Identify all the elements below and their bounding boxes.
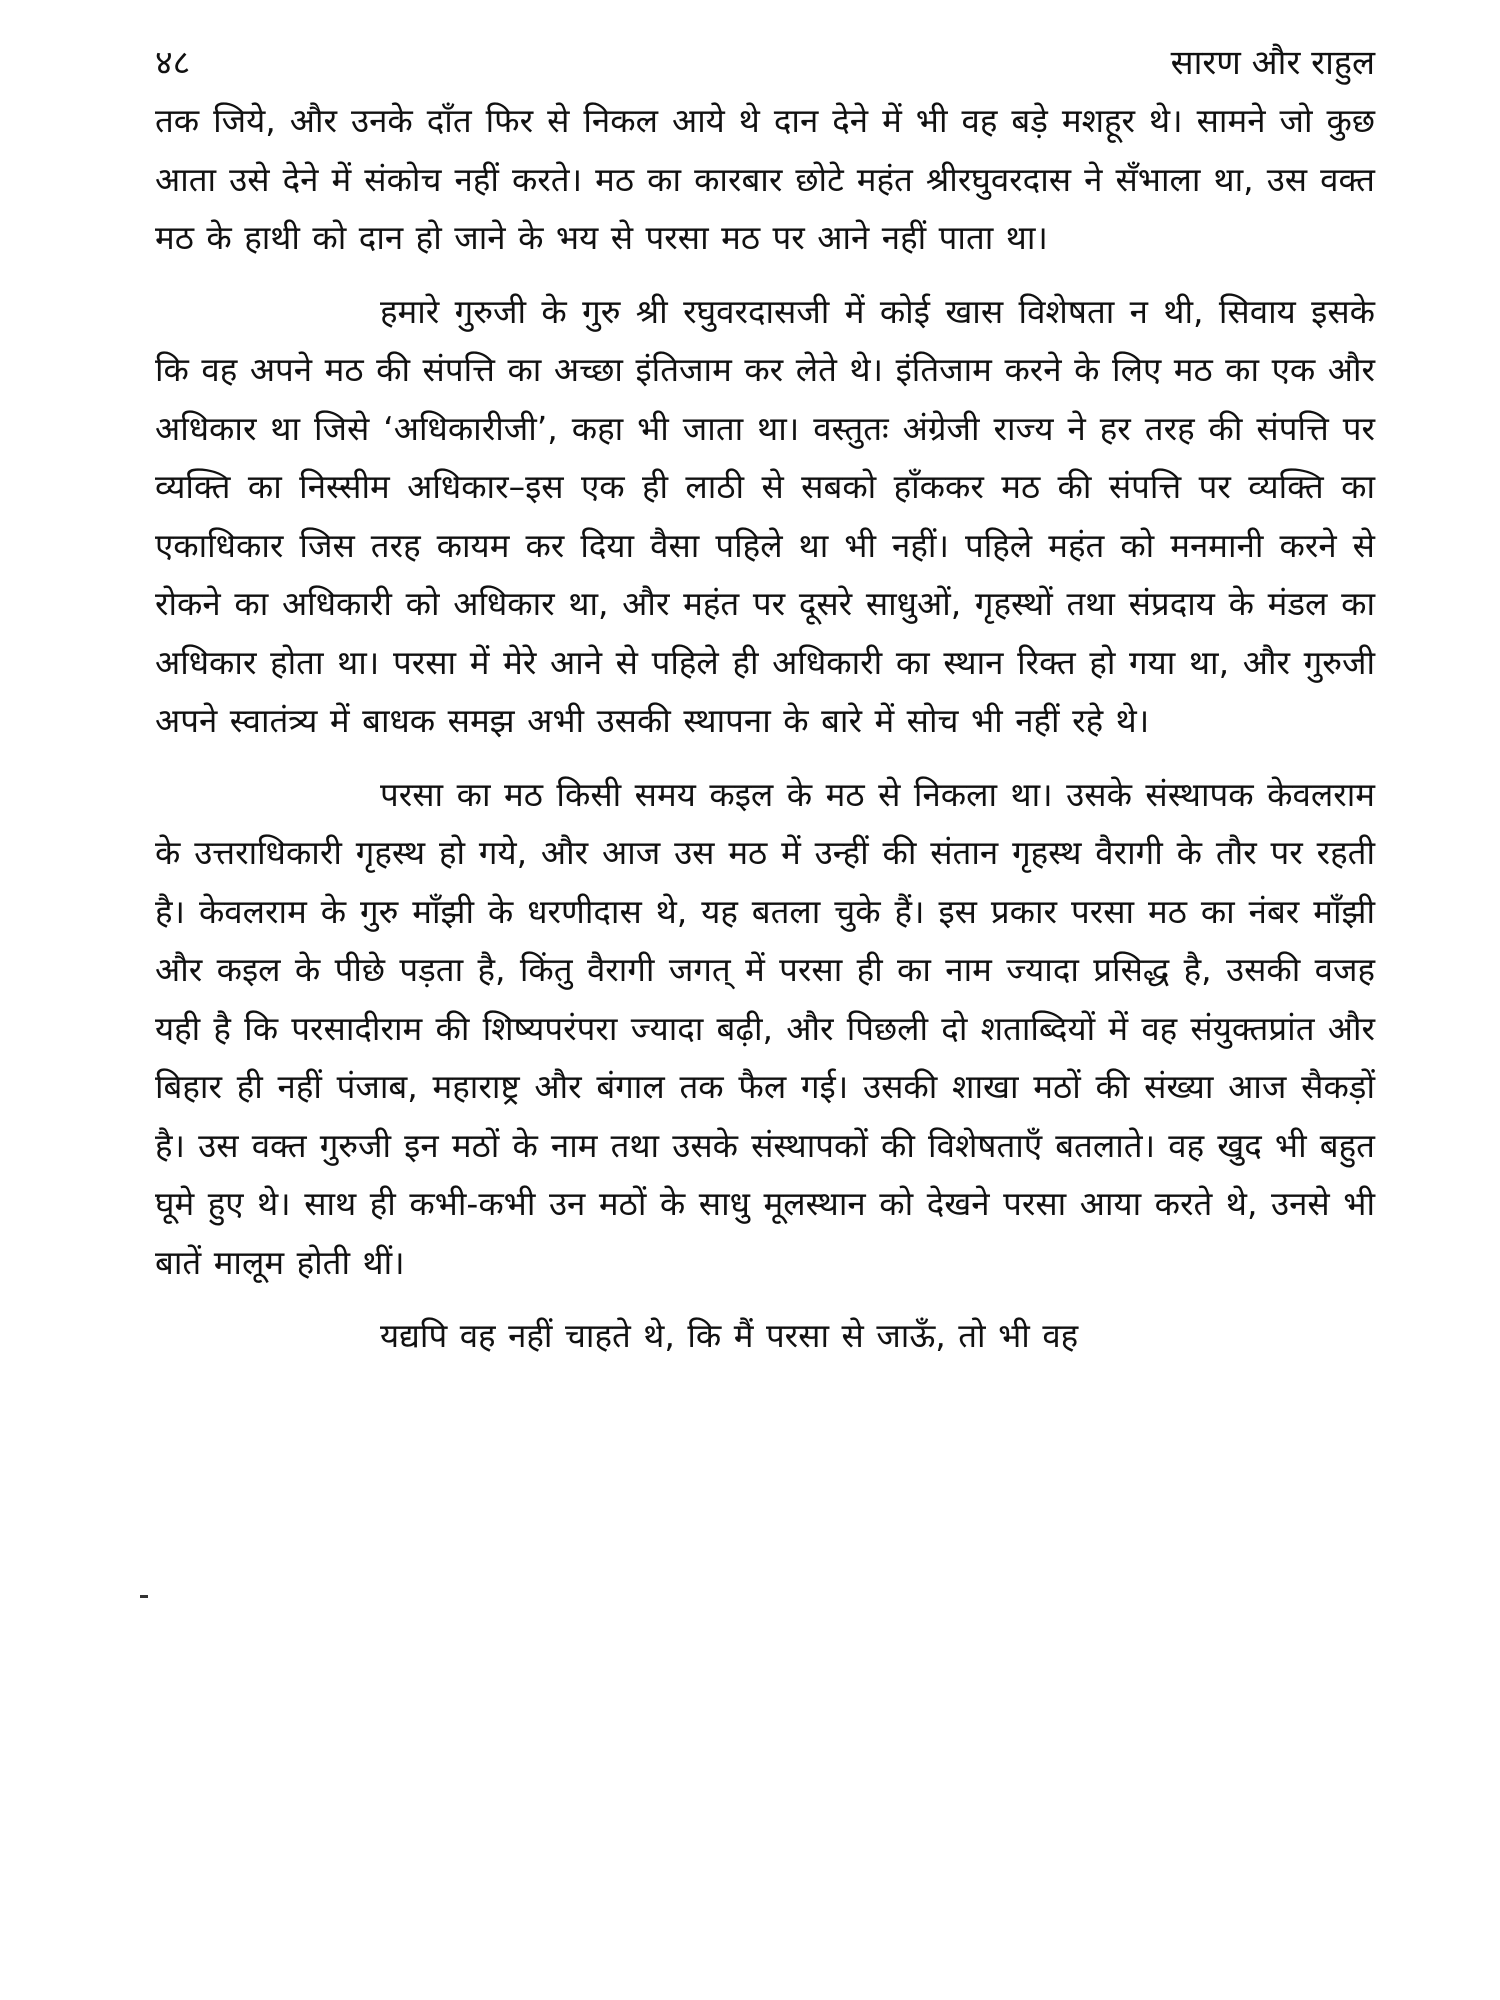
body-text [155,92,1375,1366]
page-header [155,38,1375,88]
paragraph-guru: हमारे गुरुजी के गुरु श्री रघुवरदासजी में कोई खास विशेषता न थी, सिवाय इसके कि वह अपने मठ की संपत्ति का अच्छा इंतिजाम कर लेते थे। इंतिजाम करने के लिए मठ का एक और अधिकार था जिसे ‘अधिकारीजी’, कहा भी जाता था। वस्तुतः अंग्रेजी राज्य ने हर तरह की संपत्ति पर व्यक्ति का निस्सीम अधिकार–इस एक ही लाठी से सबको हाँककर मठ की संपत्ति पर व्यक्ति का एकाधिकार जिस तरह कायम कर दिया वैसा पहिले था भी नहीं। पहिले महंत को मनमानी करने से रोकने का अधिकारी को अधिकार था, और महंत पर दूसरे साधुओं, गृहस्थों तथा संप्रदाय के मंडल का अधिकार होता था। परसा में मेरे आने से पहिले ही अधिकारी का स्थान रिक्त हो गया था, और गुरुजी अपने स्वातंत्र्य में बाधक समझ अभी उसकी स्थापना के बारे में सोच भी नहीं रहे थे। [155,291,1375,740]
page-number: ४८ [155,43,191,83]
paragraph-parsa-math: परसा का मठ किसी समय कइल के मठ से निकला था। उसके संस्थापक केवलराम के उत्तराधिकारी गृहस्थ हो गये, और आज उस मठ में उन्हीं की संतान गृहस्थ वैरागी के तौर पर रहती है। केवलराम के गुरु माँझी के धरणीदास थे, यह बतला चुके हैं। इस प्रकार परसा मठ का नंबर माँझी और कइल के पीछे पड़ता है, किंतु वैरागी जगत् में परसा ही का नाम ज्यादा प्रसिद्ध है, उसकी वजह यही है कि परसादीराम की शिष्यपरंपरा ज्यादा बढ़ी, और पिछली दो शताब्दियों में वह संयुक्तप्रांत और बिहार ही नहीं पंजाब, महाराष्ट्र और बंगाल तक फैल गई। उसकी शाखा मठों की संख्या आज सैकड़ों है। उस वक्त गुरुजी इन मठों के नाम तथा उसके संस्थापकों की विशेषताएँ बतलाते। वह खुद भी बहुत घूमे हुए थे। साथ ही कभी-कभी उन मठों के साधु मूलस्थान को देखने परसा आया करते थे, उनसे भी बातें मालूम होती थीं। [155,774,1375,1282]
margin-mark [140,1595,148,1598]
running-title: सारण और राहुल [1170,43,1375,83]
paragraph-final: यद्यपि वह नहीं चाहते थे, कि मैं परसा से जाऊँ, तो भी वह [380,1316,1079,1355]
paragraph-continuation: तक जिये, और उनके दाँत फिर से निकल आये थे दान देने में भी वह बड़े मशहूर थे। सामने जो कुछ आता उसे देने में संकोच नहीं करते। मठ का कारबार छोटे महंत श्रीरघुवरदास ने सँभाला था, उस वक्त मठ के हाथी को दान हो जाने के भय से परसा मठ पर आने नहीं पाता था। [155,101,1375,257]
